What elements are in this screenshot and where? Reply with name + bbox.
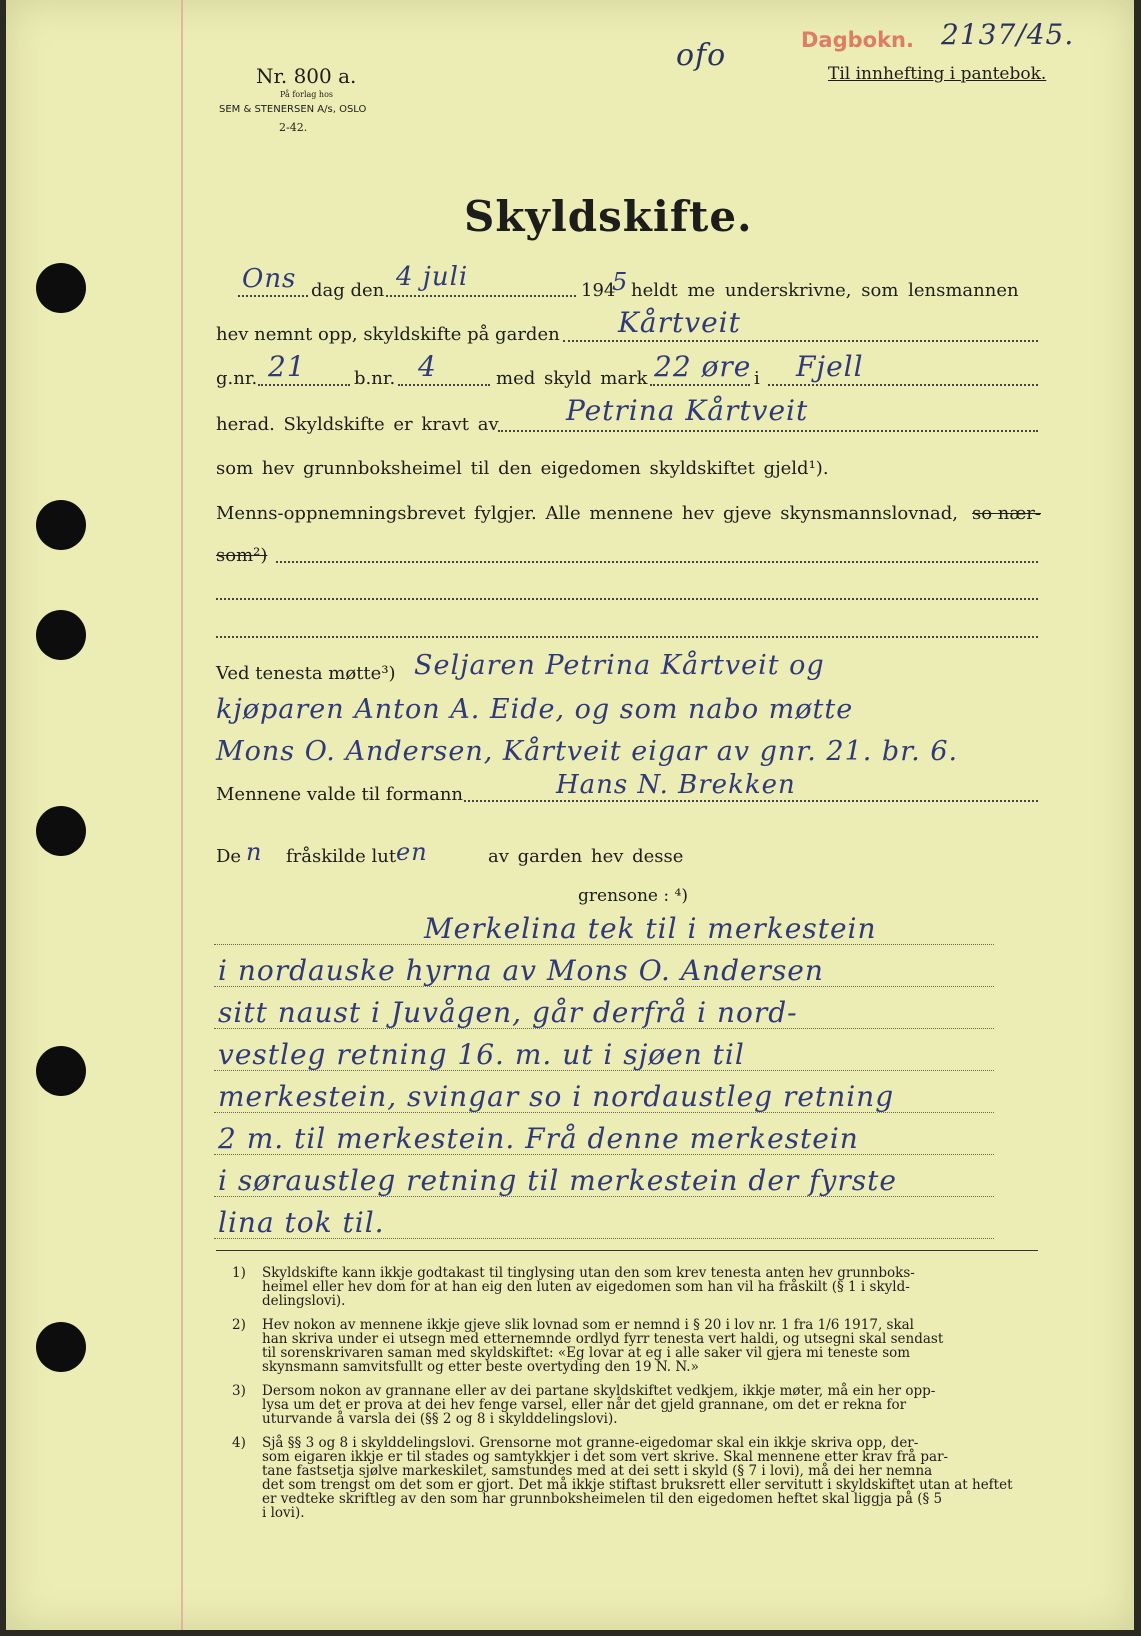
footnote <box>232 1384 1032 1432</box>
fill-line <box>386 295 576 297</box>
hw-skyld: 22 øre <box>654 350 752 383</box>
text-hev-nemnt: hev nemnt opp, skyldskifte på garden <box>216 324 560 345</box>
filing-note: Til innhefting i pantebok. <box>828 64 1047 84</box>
text-grunnboksheimel: som hev grunnboksheimel til den eigedomen skyldskiftet gjeld¹). <box>216 458 829 479</box>
hw-boundary-line: Merkelina tek til i merkestein <box>424 912 877 945</box>
footnote-number: 4) <box>232 1435 246 1451</box>
text-skyld-mark: med skyld mark <box>496 368 648 389</box>
fill-line <box>238 295 308 297</box>
form-number: Nr. 800 a. <box>256 64 357 88</box>
separator-rule <box>216 1250 1038 1251</box>
text-year-prefix: 194 <box>581 280 616 301</box>
fill-line <box>276 561 1038 563</box>
footnote-line: uturvande å varsla dei (§§ 2 og 8 i skylddelingslovi). <box>262 1411 618 1427</box>
publisher-name: SEM & STENERSEN A/s, OSLO <box>219 104 367 115</box>
hw-bnr: 4 <box>418 350 437 383</box>
fill-line <box>258 384 350 386</box>
footnote-line: heimel eller hev dom for at han eig den luten av eigedomen som han vil ha fråskilt (§ 1 i skyld- <box>262 1279 910 1295</box>
punch-hole <box>36 500 86 550</box>
document-title: Skyldskifte. <box>464 192 753 241</box>
text-ved-tenesta: Ved tenesta møtte³) <box>216 663 396 684</box>
text-formann: Mennene valde til formann <box>216 784 463 805</box>
hw-attendees-1: Seljaren Petrina Kårtveit og <box>414 650 825 681</box>
hw-attendees-3: Mons O. Andersen, Kårtveit eigar av gnr. 21. br. 6. <box>216 736 959 767</box>
text-struck-som: som²) <box>216 545 268 566</box>
text-fraskilde: fråskilde lut <box>286 846 397 867</box>
text-av-garden: av garden hev desse <box>488 846 684 867</box>
footnote-line: skynsmann samvitsfullt og etter beste overtyding den 19 N. N.» <box>262 1359 699 1375</box>
margin-rule <box>181 0 183 1630</box>
hw-herad: Fjell <box>796 350 864 383</box>
diary-number: 2137/45. <box>941 18 1075 51</box>
text-de: De <box>216 846 242 867</box>
fill-line <box>464 800 1038 802</box>
hw-boundary-line: i nordauske hyrna av Mons O. Andersen <box>218 954 824 987</box>
text-heldt: heldt me underskrivne, som lensmannen <box>631 280 1019 301</box>
hw-boundary-line: 2 m. til merkestein. Frå denne merkestein <box>218 1122 859 1155</box>
document-page <box>6 0 1134 1630</box>
footnote-number: 1) <box>232 1265 246 1281</box>
punch-hole <box>36 263 86 313</box>
hw-en: en <box>396 838 428 866</box>
text-gnr: g.nr. <box>216 368 258 389</box>
hw-n: n <box>246 838 263 866</box>
hw-year-digit: 5 <box>612 268 629 296</box>
footnote-line: Hev nokon av mennene ikkje gjeve slik lovnad som er nemnd i § 20 i lov nr. 1 fra 1/6 1917, skal <box>262 1317 914 1333</box>
text-i: i <box>754 368 760 389</box>
footnote-line: tane fastsetja sjølve markeskilet, samstundes med at dei sett i skyld (§ 7 i lovi), må dei her nemna <box>262 1463 933 1479</box>
initials: ofo <box>676 38 727 73</box>
hw-date: 4 juli <box>396 262 469 292</box>
text-herad-kravt: herad. Skyldskifte er kravt av <box>216 414 499 435</box>
footnote-line: lysa um det er prova at dei hev fenge varsel, eller når det gjeld grannane, om det er rekna for <box>262 1397 907 1413</box>
text-bnr: b.nr. <box>354 368 396 389</box>
footnote-line: Dersom nokon av grannane eller av dei partane skyldskiftet vedkjem, ikkje møter, må ein her opp- <box>262 1383 936 1399</box>
fill-line <box>768 384 1038 386</box>
hw-attendees-2: kjøparen Anton A. Eide, og som nabo møtte <box>216 694 854 725</box>
footnote-line: er vedteke skriftleg av den som har grunnboksheimelen til den eigedomen heftet skal liggja på (§ 5 <box>262 1491 943 1507</box>
footnote <box>232 1318 1032 1380</box>
hw-boundary-line: vestleg retning 16. m. ut i sjøen til <box>218 1038 745 1071</box>
punch-hole <box>36 610 86 660</box>
text-struck-so-naer: so nær- <box>972 503 1041 524</box>
hw-chairman: Hans N. Brekken <box>556 770 796 800</box>
footnote-number: 3) <box>232 1383 246 1399</box>
footnote-line: han skriva under ei utsegn med etternemnde ordlyd fyrr tenesta vert haldi, og utsegni skal sendast <box>262 1331 944 1347</box>
publisher-note: På forlag hos <box>280 90 334 99</box>
fill-line <box>398 384 490 386</box>
punch-hole <box>36 1322 86 1372</box>
footnote-line: Sjå §§ 3 og 8 i skylddelingslovi. Grensorne mot granne-eigedomar skal ein ikkje skriva opp, der- <box>262 1435 919 1451</box>
fill-line <box>563 340 1038 342</box>
hw-weekday: Ons <box>242 264 297 294</box>
fill-line <box>216 636 1038 638</box>
footnote-line: som eigaren ikkje er til stades og samtykkjer i det som vert skrive. Skal mennene etter krav frå par- <box>262 1449 949 1465</box>
punch-hole <box>36 1046 86 1096</box>
hw-farm-name: Kårtveit <box>618 306 741 339</box>
hw-requester: Petrina Kårtveit <box>566 394 809 427</box>
fill-line <box>498 430 1038 432</box>
footnote-number: 2) <box>232 1317 246 1333</box>
hw-boundary-line: i søraustleg retning til merkestein der fyrste <box>218 1164 897 1197</box>
footnote-line: delingslovi). <box>262 1293 346 1309</box>
footnote-line: i lovi). <box>262 1505 305 1521</box>
hw-boundary-line: sitt naust i Juvågen, går derfrå i nord- <box>218 996 798 1029</box>
footnote <box>232 1436 1032 1526</box>
footnote-line: det som trengst om det som er gjort. Det må ikkje stiftast bruksrett eller servitutt i skyldskiftet utan at heftet <box>262 1477 1013 1493</box>
footnote <box>232 1266 1032 1314</box>
footnote-line: Skyldskifte kann ikkje godtakast til tinglysing utan den som krev tenesta anten hev grunnboks- <box>262 1265 915 1281</box>
punch-hole <box>36 806 86 856</box>
hw-boundary-line: merkestein, svingar so i nordaustleg retning <box>218 1080 895 1113</box>
text-dag-den: dag den <box>311 280 385 301</box>
fill-line <box>650 384 750 386</box>
hw-gnr: 21 <box>268 350 306 383</box>
text-oppnemningsbrev: Menns-oppnemningsbrevet fylgjer. Alle mennene hev gjeve skynsmannslovnad, <box>216 503 958 524</box>
footnote-line: til sorenskrivaren saman med skyldskiftet: «Eg lovar at eg i alle saker vil gjera mi teneste som <box>262 1345 911 1361</box>
print-date: 2-42. <box>279 121 308 134</box>
hw-boundary-line: lina tok til. <box>218 1206 385 1239</box>
text-grensone: grensone : ⁴) <box>578 886 688 906</box>
dagbok-stamp: Dagbokn. <box>801 28 914 52</box>
fill-line <box>216 598 1038 600</box>
